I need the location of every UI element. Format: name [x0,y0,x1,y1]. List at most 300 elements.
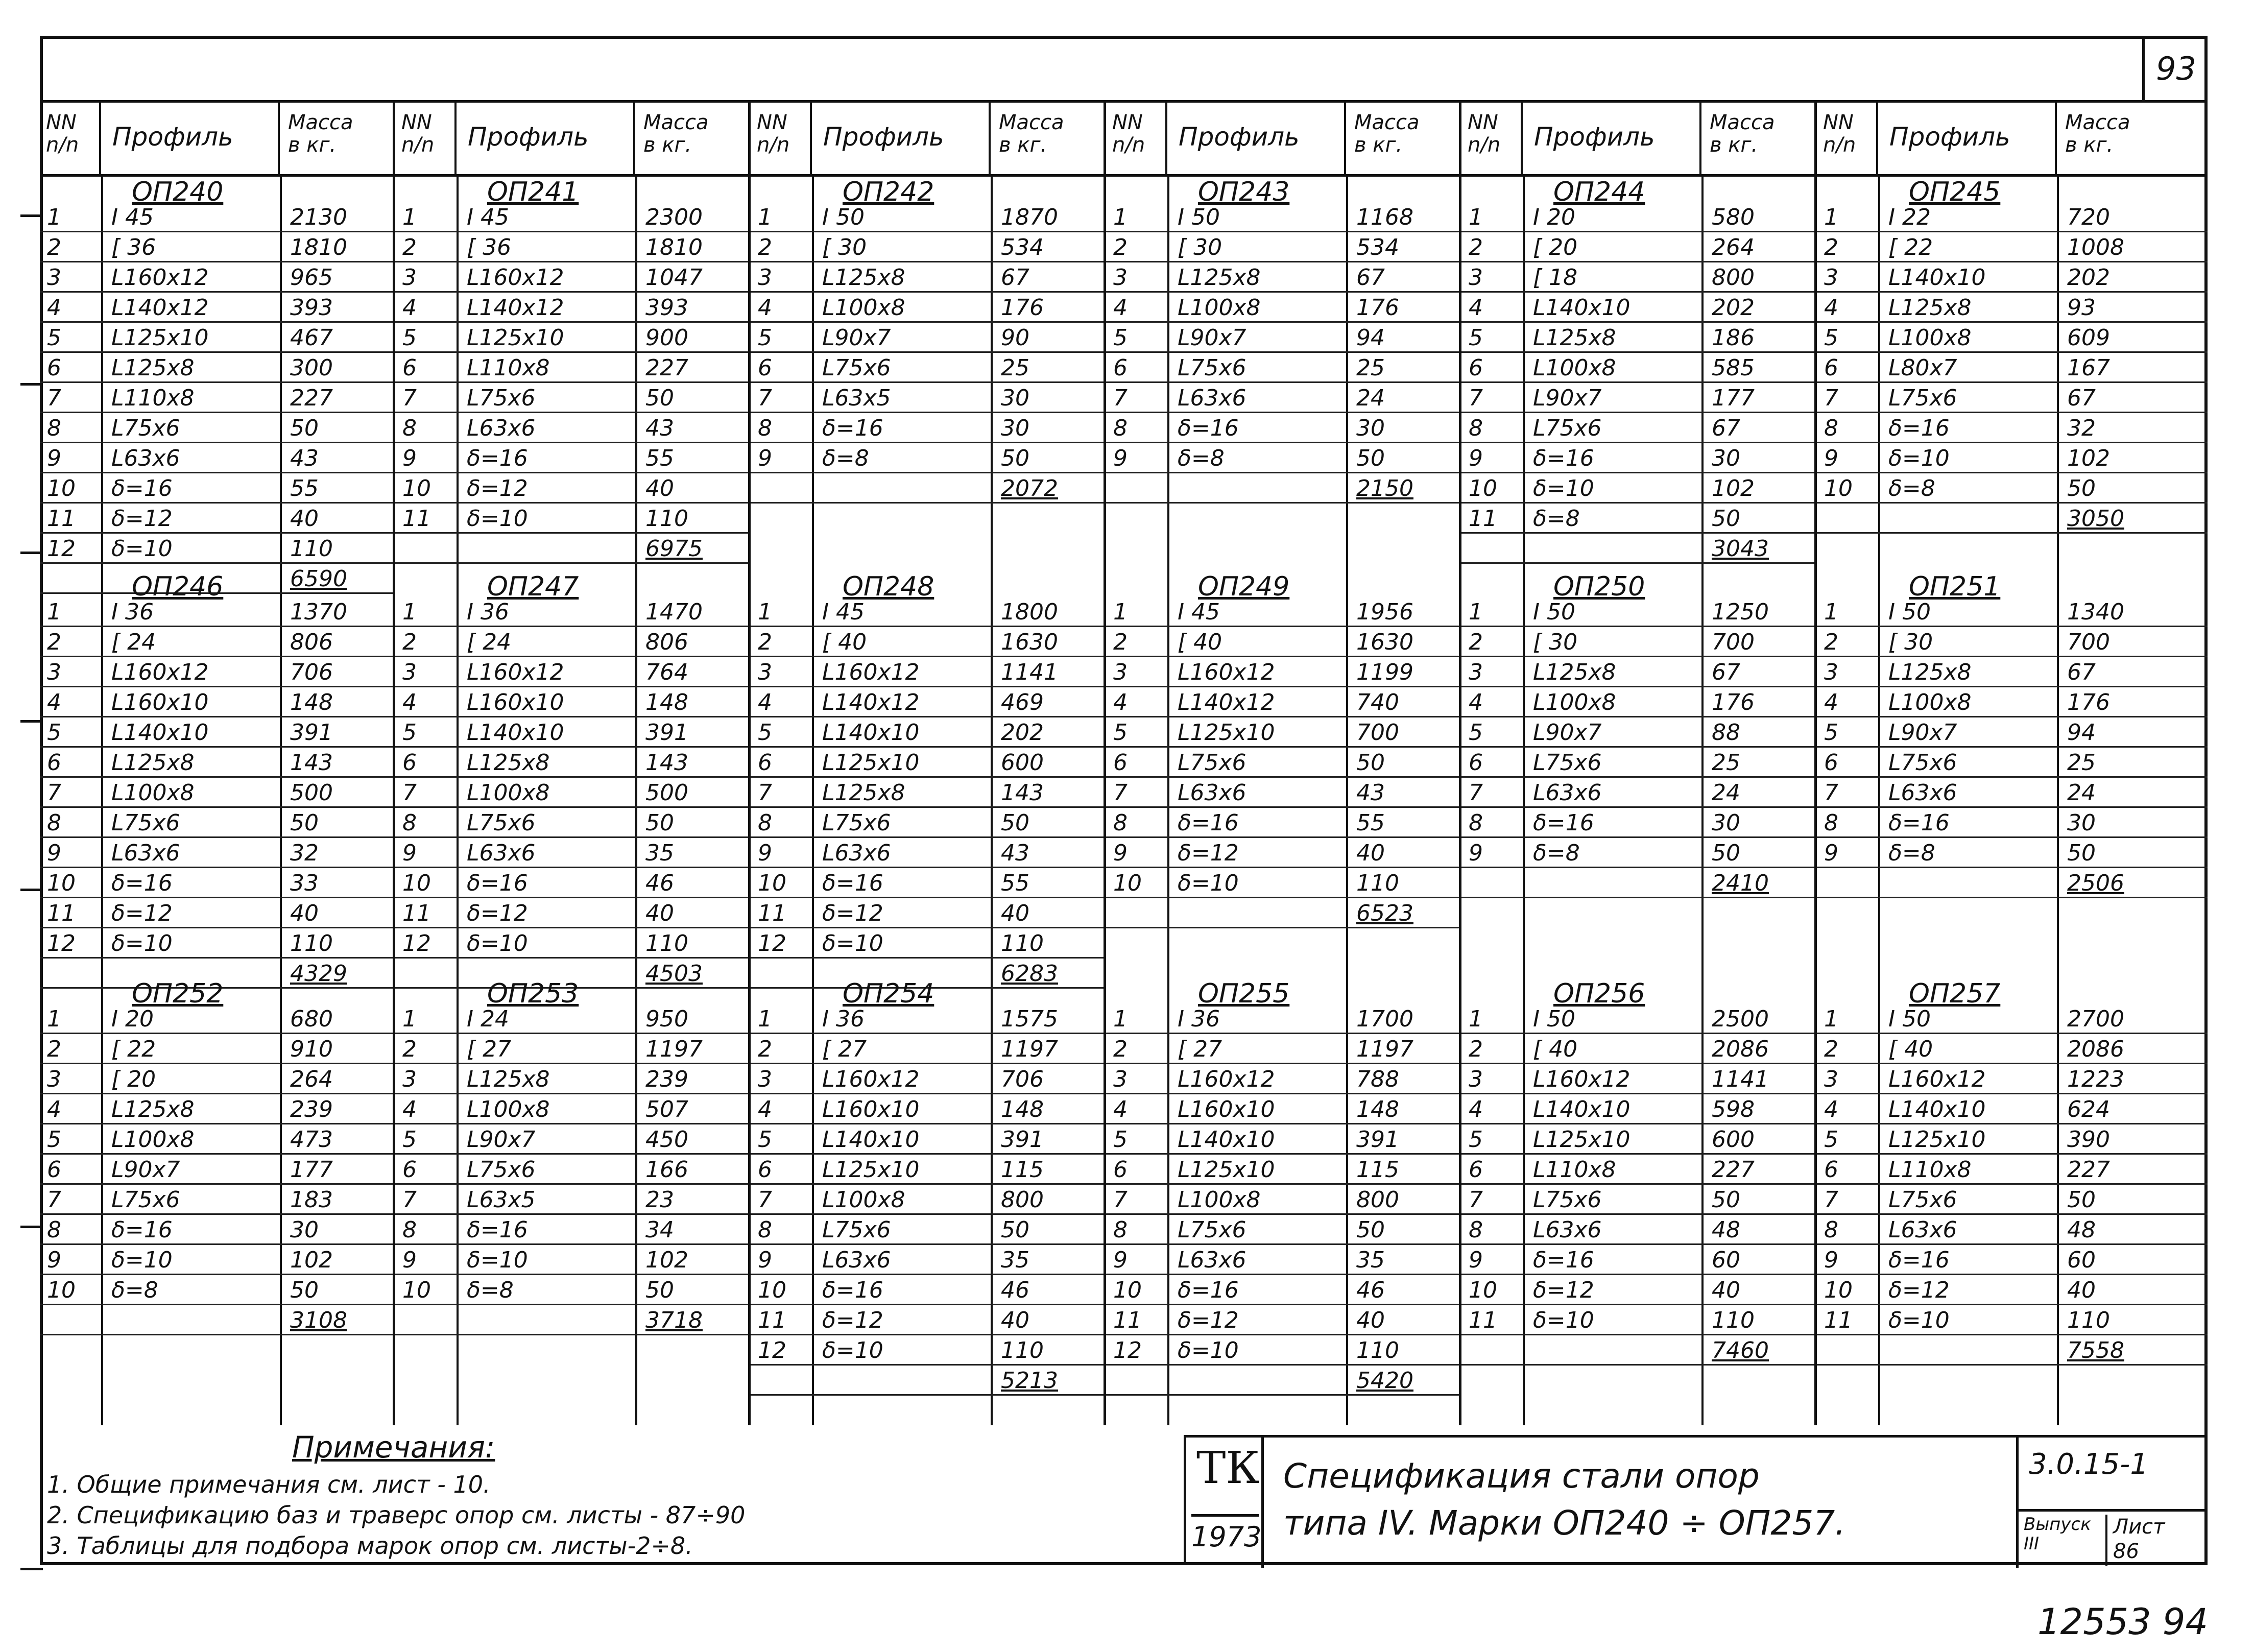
table-row [1461,473,1814,504]
row-number: 5 [1113,325,1128,351]
row-mass: 3050 [2067,506,2124,532]
row-number: 4 [1824,1096,1838,1122]
row-number: 1 [758,599,772,625]
table-row [395,1094,748,1124]
table-row [1106,1004,1459,1034]
header-nn: NN n/n [751,100,812,177]
row-number: 6 [1113,750,1128,776]
table-row [1461,597,1814,627]
table-row [40,323,393,353]
row-profile: δ=10 [467,1247,528,1273]
row-profile: L75x6 [1888,385,1957,411]
row-mass: 110 [645,930,688,956]
row-number: 8 [402,1217,417,1243]
row-profile: L110x8 [467,355,550,381]
row-profile: I 36 [822,1006,865,1032]
table-row [395,1155,748,1185]
table-row [751,717,1104,748]
row-number: 6 [402,750,417,776]
row-number: 11 [1824,1307,1853,1333]
mark-label: ОП250 [1553,571,1645,602]
row-number: 6 [402,1157,417,1183]
row-mass: 67 [1356,265,1385,291]
row-mass: 239 [645,1066,688,1092]
row-mass: 110 [290,930,333,956]
row-mass: 800 [1001,1187,1044,1213]
row-profile: δ=12 [467,475,528,501]
row-profile: δ=16 [111,870,173,896]
table-row [40,808,393,838]
table-row [1461,687,1814,717]
table-row [395,293,748,323]
table-row [40,383,393,413]
row-mass: 2500 [1712,1006,1769,1032]
table-row [1106,443,1459,473]
row-number: 3 [1113,1066,1128,1092]
row-mass: 3043 [1712,536,1769,562]
row-profile: δ=8 [1888,840,1935,866]
table-row [1461,1064,1814,1094]
table-row [395,443,748,473]
total-row [1106,1366,1459,1396]
row-mass: 1630 [1356,629,1413,655]
row-profile: L63x6 [467,840,536,866]
row-mass: 700 [2067,629,2110,655]
row-number: 8 [1469,1217,1483,1243]
row-profile: L63x6 [1533,780,1602,806]
row-profile: L125x8 [111,355,195,381]
row-profile: δ=16 [467,870,528,896]
row-profile: L75x6 [1888,1187,1957,1213]
total-row [1461,1335,1814,1366]
table-row [1461,717,1814,748]
row-profile: L160x10 [467,689,564,715]
row-number: 9 [1824,445,1838,471]
row-mass: 4329 [290,961,347,987]
table-row [1106,687,1459,717]
row-mass: 40 [1001,1307,1029,1333]
header-nn: NN n/n [1817,100,1878,177]
notes-title: Примечания: [292,1430,495,1465]
row-number: 11 [402,506,431,532]
row-number: 9 [1113,1247,1128,1273]
total-row [1817,504,2208,534]
row-mass: 148 [1001,1096,1044,1122]
row-number: 10 [402,475,431,501]
row-mass: 4503 [645,961,703,987]
table-row [1106,748,1459,778]
row-mass: 25 [1356,355,1385,381]
stamp-list [2113,1515,2165,1564]
row-number: 2 [47,1036,61,1062]
row-number: 3 [1824,1066,1838,1092]
row-number: 7 [402,385,417,411]
row-mass: 110 [1001,930,1044,956]
table-row [1817,293,2208,323]
row-profile: δ=10 [111,930,173,956]
row-profile: L90x7 [1533,385,1602,411]
row-mass: 806 [290,629,333,655]
row-profile: L75x6 [1888,750,1957,776]
stamp-title-line2: типа IV. Марки ОП240 ÷ ОП257. [1283,1503,1846,1543]
mark-label: ОП245 [1909,177,2001,207]
row-profile: L125x8 [467,1066,550,1092]
header-nn: NN n/n [40,100,101,177]
row-profile: L110x8 [111,385,195,411]
row-mass: 50 [1712,1187,1740,1213]
note-item: 3. Таблицы для подбора марок опор см. листы-2÷8. [47,1532,693,1560]
table-row [40,504,393,534]
row-profile: [ 20 [111,1066,156,1092]
table-row [395,898,748,928]
row-mass: 176 [2067,689,2110,715]
row-number: 3 [1469,1066,1483,1092]
row-profile: L125x10 [822,1157,920,1183]
row-number: 2 [1113,629,1128,655]
row-profile: L63x6 [111,840,180,866]
row-mass: 1370 [290,599,347,625]
row-number: 5 [1469,325,1483,351]
row-mass: 50 [2067,1187,2096,1213]
row-profile: [ 40 [1178,629,1222,655]
row-mass: 5420 [1356,1368,1413,1394]
row-mass: 50 [1001,445,1029,471]
row-profile: L63x6 [111,445,180,471]
table-row [751,1124,1104,1155]
row-profile: δ=10 [1178,870,1239,896]
note-item: 1. Общие примечания см. лист - 10. [47,1471,491,1498]
mark-label: ОП248 [843,571,934,602]
row-number: 9 [1113,840,1128,866]
row-number: 5 [1824,325,1838,351]
row-number: 8 [1113,415,1128,441]
row-profile: L140x10 [111,720,209,746]
row-mass: 24 [1356,385,1385,411]
row-mass: 473 [290,1127,333,1153]
row-profile: δ=10 [1533,1307,1594,1333]
row-number: 3 [758,265,772,291]
row-mass: 1047 [645,265,703,291]
stamp-year: 1973 [1191,1514,1259,1553]
row-number: 1 [1824,1006,1838,1032]
row-mass: 67 [1712,415,1740,441]
table-row [1817,202,2208,232]
header-profile: Профиль [1523,100,1701,177]
row-mass: 720 [2067,204,2110,230]
row-profile: δ=16 [1888,810,1950,836]
table-row [1106,597,1459,627]
table-row [1461,293,1814,323]
table-row [40,353,393,383]
row-mass: 176 [1001,295,1044,321]
stamp-tk: ТК [1196,1443,1260,1494]
row-profile: L75x6 [467,385,536,411]
table-row [40,1155,393,1185]
row-number: 7 [402,1187,417,1213]
row-mass: 50 [2067,475,2096,501]
row-profile: L160x12 [467,659,564,685]
row-mass: 800 [1356,1187,1399,1213]
row-number: 10 [402,1277,431,1303]
row-profile: δ=10 [467,506,528,532]
row-number: 1 [758,204,772,230]
row-mass: 115 [1001,1157,1044,1183]
table-row [751,928,1104,959]
row-profile: [ 27 [822,1036,867,1062]
table-row [395,868,748,898]
row-number: 1 [1113,204,1128,230]
row-profile: L160x12 [1178,659,1275,685]
row-profile: L160x12 [822,1066,920,1092]
row-mass: 32 [2067,415,2096,441]
row-number: 3 [47,659,61,685]
row-profile: L125x8 [1888,295,1972,321]
row-profile: L125x8 [822,780,905,806]
row-number: 12 [47,930,76,956]
row-mass: 55 [1356,810,1385,836]
row-mass: 500 [290,780,333,806]
row-profile: [ 20 [1533,234,1578,260]
table-row [1461,1155,1814,1185]
row-number: 3 [1824,265,1838,291]
table-row [751,1215,1104,1245]
header-profile: Профиль [101,100,280,177]
row-profile: L125x8 [467,750,550,776]
row-profile: L80x7 [1888,355,1957,381]
table-row [395,232,748,262]
row-number: 2 [758,1036,772,1062]
row-profile: I 22 [1888,204,1931,230]
row-mass: 1810 [290,234,347,260]
table-row [1817,323,2208,353]
table-row [395,473,748,504]
spec-column-block [1817,100,2208,1425]
table-row [751,1064,1104,1094]
row-profile: L125x8 [1178,265,1261,291]
stamp-tk-cell [1186,1438,1264,1568]
table-row [1817,1215,2208,1245]
row-profile: L63x6 [1178,1247,1246,1273]
row-number: 11 [758,1307,786,1333]
row-number: 5 [758,1127,772,1153]
table-row [1817,687,2208,717]
row-mass: 6523 [1356,900,1413,926]
row-profile: L160x12 [1533,1066,1630,1092]
row-profile: δ=12 [111,506,173,532]
row-number: 10 [1824,1277,1853,1303]
table-row [1817,808,2208,838]
row-mass: 35 [1001,1247,1029,1273]
row-profile: δ=10 [1888,445,1950,471]
row-profile: δ=8 [1533,506,1580,532]
table-row [40,262,393,293]
row-mass: 35 [1356,1247,1385,1273]
row-number: 4 [402,689,417,715]
table-row [1817,1004,2208,1034]
table-row [1106,1094,1459,1124]
row-number: 4 [402,1096,417,1122]
row-number: 3 [47,265,61,291]
row-mass: 55 [645,445,674,471]
table-row [1817,1245,2208,1275]
row-profile: L125x8 [1533,325,1616,351]
row-number: 5 [47,325,61,351]
column-header [395,100,748,177]
row-mass: 50 [1356,1217,1385,1243]
header-mass: Масса в кг. [288,111,353,157]
row-mass: 2300 [645,204,703,230]
row-number: 2 [402,629,417,655]
row-profile: δ=8 [111,1277,158,1303]
table-row [395,1034,748,1064]
row-mass: 110 [1356,1337,1399,1363]
row-mass: 34 [645,1217,674,1243]
row-number: 6 [47,750,61,776]
row-number: 3 [402,265,417,291]
table-row [751,413,1104,443]
row-mass: 55 [290,475,319,501]
row-profile: I 50 [1888,599,1931,625]
mark-label: ОП253 [487,978,579,1009]
row-number: 8 [1113,810,1128,836]
table-row [1106,1064,1459,1094]
row-mass: 40 [645,475,674,501]
row-profile: L140x12 [467,295,564,321]
row-mass: 176 [1356,295,1399,321]
row-profile: δ=8 [1888,475,1935,501]
row-number: 5 [758,720,772,746]
table-row [1461,778,1814,808]
mark-label: ОП249 [1198,571,1290,602]
table-row [1461,1305,1814,1335]
row-number: 5 [402,325,417,351]
row-profile: I 50 [822,204,865,230]
row-mass: 167 [2067,355,2110,381]
row-mass: 469 [1001,689,1044,715]
row-number: 2 [47,629,61,655]
table-row [1817,443,2208,473]
row-profile: L63x5 [822,385,891,411]
row-mass: 43 [290,445,319,471]
row-mass: 391 [1356,1127,1399,1153]
row-number: 1 [402,599,417,625]
table-row [40,413,393,443]
table-row [751,1185,1104,1215]
row-profile: L75x6 [111,810,180,836]
table-row [1106,323,1459,353]
row-profile: [ 27 [1178,1036,1222,1062]
mark-label: ОП241 [487,177,579,207]
total-row [1106,898,1459,928]
row-profile: [ 36 [111,234,156,260]
row-profile: δ=16 [1888,1247,1950,1273]
table-row [751,1034,1104,1064]
table-row [1461,1185,1814,1215]
row-mass: 177 [1712,385,1755,411]
table-row [1106,383,1459,413]
row-number: 9 [1113,445,1128,471]
table-row [1106,717,1459,748]
row-mass: 2150 [1356,475,1413,501]
row-profile: [ 30 [1533,629,1578,655]
row-mass: 1197 [1001,1036,1058,1062]
row-profile: L125x8 [111,750,195,776]
table-row [1106,202,1459,232]
table-row [40,443,393,473]
total-row [395,1305,748,1335]
row-profile: L140x12 [822,689,920,715]
table-row [1106,778,1459,808]
table-row [40,1185,393,1215]
row-mass: 110 [645,506,688,532]
stamp-vypusk [2024,1515,2107,1566]
table-row [40,1245,393,1275]
row-mass: 1141 [1712,1066,1769,1092]
table-row [40,898,393,928]
row-mass: 7460 [1712,1337,1769,1363]
row-number: 3 [1824,659,1838,685]
row-mass: 202 [1712,295,1755,321]
row-profile: I 50 [1533,599,1575,625]
row-profile: L75x6 [1178,750,1246,776]
row-profile: L160x10 [1178,1096,1275,1122]
table-row [1106,1245,1459,1275]
row-mass: 50 [1712,506,1740,532]
row-mass: 115 [1356,1157,1399,1183]
table-row [395,353,748,383]
table-row [40,928,393,959]
table-row [395,1275,748,1305]
row-number: 3 [1469,265,1483,291]
row-profile: L75x6 [822,1217,891,1243]
row-mass: 94 [2067,720,2096,746]
row-profile: δ=12 [822,1307,883,1333]
table-row [751,597,1104,627]
row-profile: δ=16 [467,1217,528,1243]
row-number: 4 [1113,1096,1128,1122]
row-mass: 102 [290,1247,333,1273]
table-row [1461,748,1814,778]
row-number: 8 [1113,1217,1128,1243]
row-number: 8 [402,415,417,441]
row-profile: L125x10 [111,325,209,351]
row-mass: 30 [1712,810,1740,836]
row-profile: [ 30 [1178,234,1222,260]
row-mass: 700 [1712,629,1755,655]
row-number: 6 [1824,1157,1838,1183]
row-number: 6 [402,355,417,381]
table-row [751,627,1104,657]
row-profile: δ=10 [1178,1337,1239,1363]
row-number: 3 [402,659,417,685]
row-profile: δ=8 [1178,445,1225,471]
row-number: 9 [1469,445,1483,471]
header-nn: NN n/n [1461,100,1523,177]
row-profile: L75x6 [1533,750,1602,776]
total-row [751,473,1104,504]
table-row [1106,838,1459,868]
table-row [40,1215,393,1245]
table-row [1106,232,1459,262]
row-mass: 50 [290,810,319,836]
row-mass: 166 [645,1157,688,1183]
stamp-issue-sheet [2019,1509,2208,1568]
row-profile: L125x10 [467,325,564,351]
table-row [751,1245,1104,1275]
mark-label: ОП257 [1909,978,2001,1009]
row-number: 11 [758,900,786,926]
row-profile: [ 22 [1888,234,1933,260]
